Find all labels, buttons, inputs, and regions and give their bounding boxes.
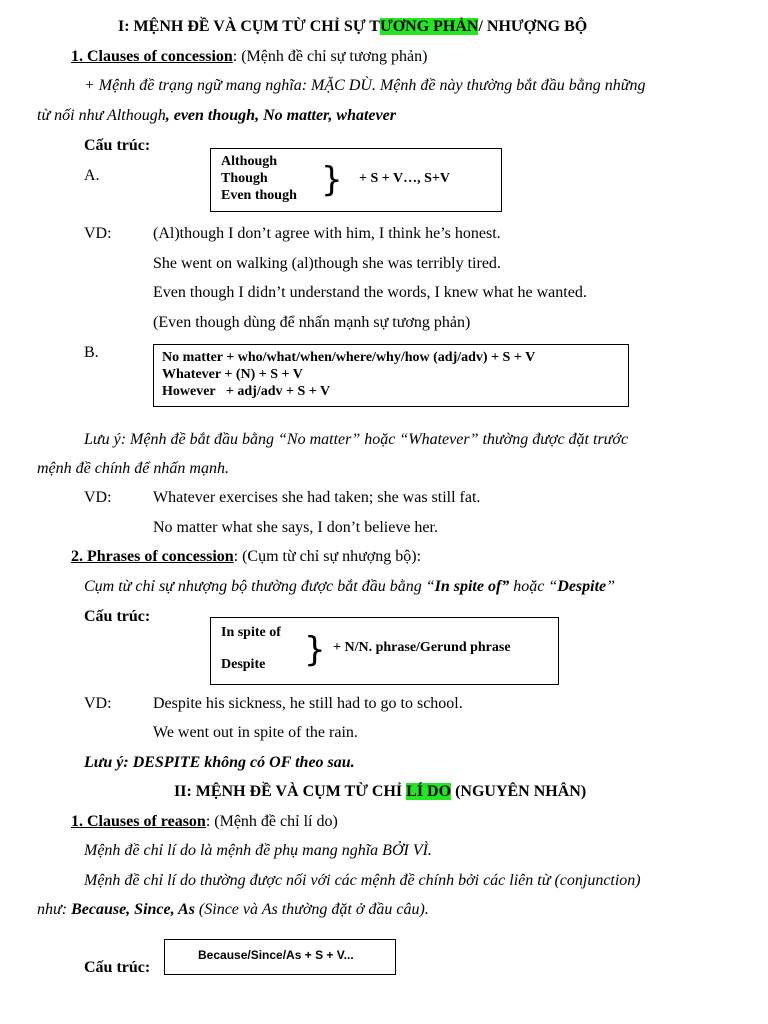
phrases-intro-despite: Despite: [557, 578, 607, 595]
clauses-of-concession-title: [71, 47, 427, 67]
example-3: Even though I didn’t understand the words, I knew what he wanted.: [153, 284, 587, 301]
section-1-heading: [118, 17, 587, 37]
section-2-heading: [174, 782, 586, 802]
section-2-heading-suffix: (NGUYÊN NHÂN): [451, 783, 587, 800]
example-5: No matter what she says, I don’t believe her.: [153, 519, 438, 536]
section-2-heading-highlight: LÍ DO: [406, 783, 452, 800]
phrases-intro-in-spite-of: In spite of”: [434, 578, 510, 595]
phrases-of-concession-title: [71, 547, 421, 567]
clauses-title-gloss: : (Mệnh đề chỉ sự tương phản): [232, 48, 428, 65]
reason-line-3-suffix: (Since và As thường đặt ở đầu câu).: [194, 901, 429, 918]
structure-box-reason: [164, 939, 396, 975]
reason-line-3-prefix: như:: [37, 901, 72, 918]
box-phrases-despite: Despite: [221, 657, 266, 672]
section-1-heading-highlight: ƯƠNG PHẢN: [379, 18, 479, 35]
clauses-of-reason-title: [71, 812, 338, 832]
structure-box-a: [210, 148, 502, 212]
phrases-intro: [84, 577, 615, 597]
reason-title: 1. Clauses of reason: [71, 813, 206, 830]
example-4: Whatever exercises she had taken; she was still fat.: [153, 489, 481, 506]
structure-label-reason: Cấu trúc:: [84, 959, 151, 976]
structure-box-b: [153, 344, 629, 407]
label-a: A.: [84, 167, 100, 184]
phrases-title-gloss: : (Cụm từ chỉ sự nhượng bộ):: [233, 548, 422, 565]
box-phrases-formula: + N/N. phrase/Gerund phrase: [333, 640, 511, 655]
section-1-heading-suffix: / NHƯỢNG BỘ: [478, 18, 588, 35]
box-a-word-although: Although: [221, 154, 278, 169]
section-2-heading-text: II: MỆNH ĐỀ VÀ CỤM TỪ CHỈ: [174, 783, 407, 800]
example-2: She went on walking (al)though she was terribly tired.: [153, 255, 501, 272]
reason-line-3-conjunctions: Because, Since, As: [71, 901, 195, 918]
reason-line-3: [37, 900, 429, 920]
reason-title-gloss: : (Mệnh đề chỉ lí do): [205, 813, 338, 830]
clauses-intro-conjunctions: từ nối như Although: [37, 107, 166, 124]
box-reason-formula: Because/Since/As + S + V...: [198, 948, 354, 962]
box-a-word-even-though: Even though: [221, 188, 297, 203]
structure-label-a: Cấu trúc:: [84, 137, 151, 154]
box-a-brace: }: [321, 160, 343, 200]
reason-line-1: Mệnh đề chỉ lí do là mệnh đề phụ mang nghĩa BỞI VÌ.: [84, 842, 432, 859]
phrases-intro-or: hoặc “: [509, 578, 558, 595]
box-a-formula: + S + V…, S+V: [359, 171, 450, 186]
note-line-2: mệnh đề chính để nhấn mạnh.: [37, 460, 229, 477]
phrases-title: 2. Phrases of concession: [71, 548, 234, 565]
box-b-no-matter: No matter + who/what/when/where/why/how (adj/adv) + S + V: [162, 350, 536, 365]
box-b-whatever: Whatever + (N) + S + V: [162, 367, 303, 382]
section-1-heading-text: I: MỆNH ĐỀ VÀ CỤM TỪ CHỈ SỰ T: [118, 18, 380, 35]
despite-note: Lưu ý: DESPITE không có OF theo sau.: [84, 754, 355, 771]
clauses-intro-line-2: [37, 106, 396, 126]
phrases-intro-text: Cụm từ chỉ sự nhượng bộ thường được bắt đầu bằng “: [84, 578, 435, 595]
example-7: We went out in spite of the rain.: [153, 724, 358, 741]
example-6: Despite his sickness, he still had to go to school.: [153, 695, 463, 712]
clauses-intro-line-1: + Mệnh đề trạng ngữ mang nghĩa: MẶC DÙ. Mệnh đề này thường bắt đầu bằng những: [84, 77, 646, 94]
clauses-title: 1. Clauses of concession: [71, 48, 233, 65]
vd-label-1: VD:: [84, 225, 112, 242]
vd-label-3: VD:: [84, 695, 112, 712]
phrases-intro-close-quote: ”: [606, 578, 616, 595]
box-b-however: However + adj/adv + S + V: [162, 384, 331, 399]
example-1: (Al)though I don’t agree with him, I think he’s honest.: [153, 225, 501, 242]
structure-label-phrases: Cấu trúc:: [84, 608, 151, 625]
label-b: B.: [84, 344, 99, 361]
reason-line-2: Mệnh đề chỉ lí do thường được nối với các mệnh đề chính bởi các liên từ (conjunction): [84, 872, 641, 889]
structure-box-phrases: [210, 617, 559, 685]
vd-label-2: VD:: [84, 489, 112, 506]
example-note: (Even though dùng để nhấn mạnh sự tương phản): [153, 314, 471, 331]
note-line-1: Lưu ý: Mệnh đề bắt đầu bằng “No matter” hoặc “Whatever” thường được đặt trước: [84, 431, 629, 448]
clauses-intro-keywords: , even though, No matter, whatever: [165, 107, 396, 124]
box-a-word-though: Though: [221, 171, 268, 186]
box-phrases-brace: }: [304, 630, 326, 670]
box-phrases-in-spite-of: In spite of: [221, 625, 281, 640]
